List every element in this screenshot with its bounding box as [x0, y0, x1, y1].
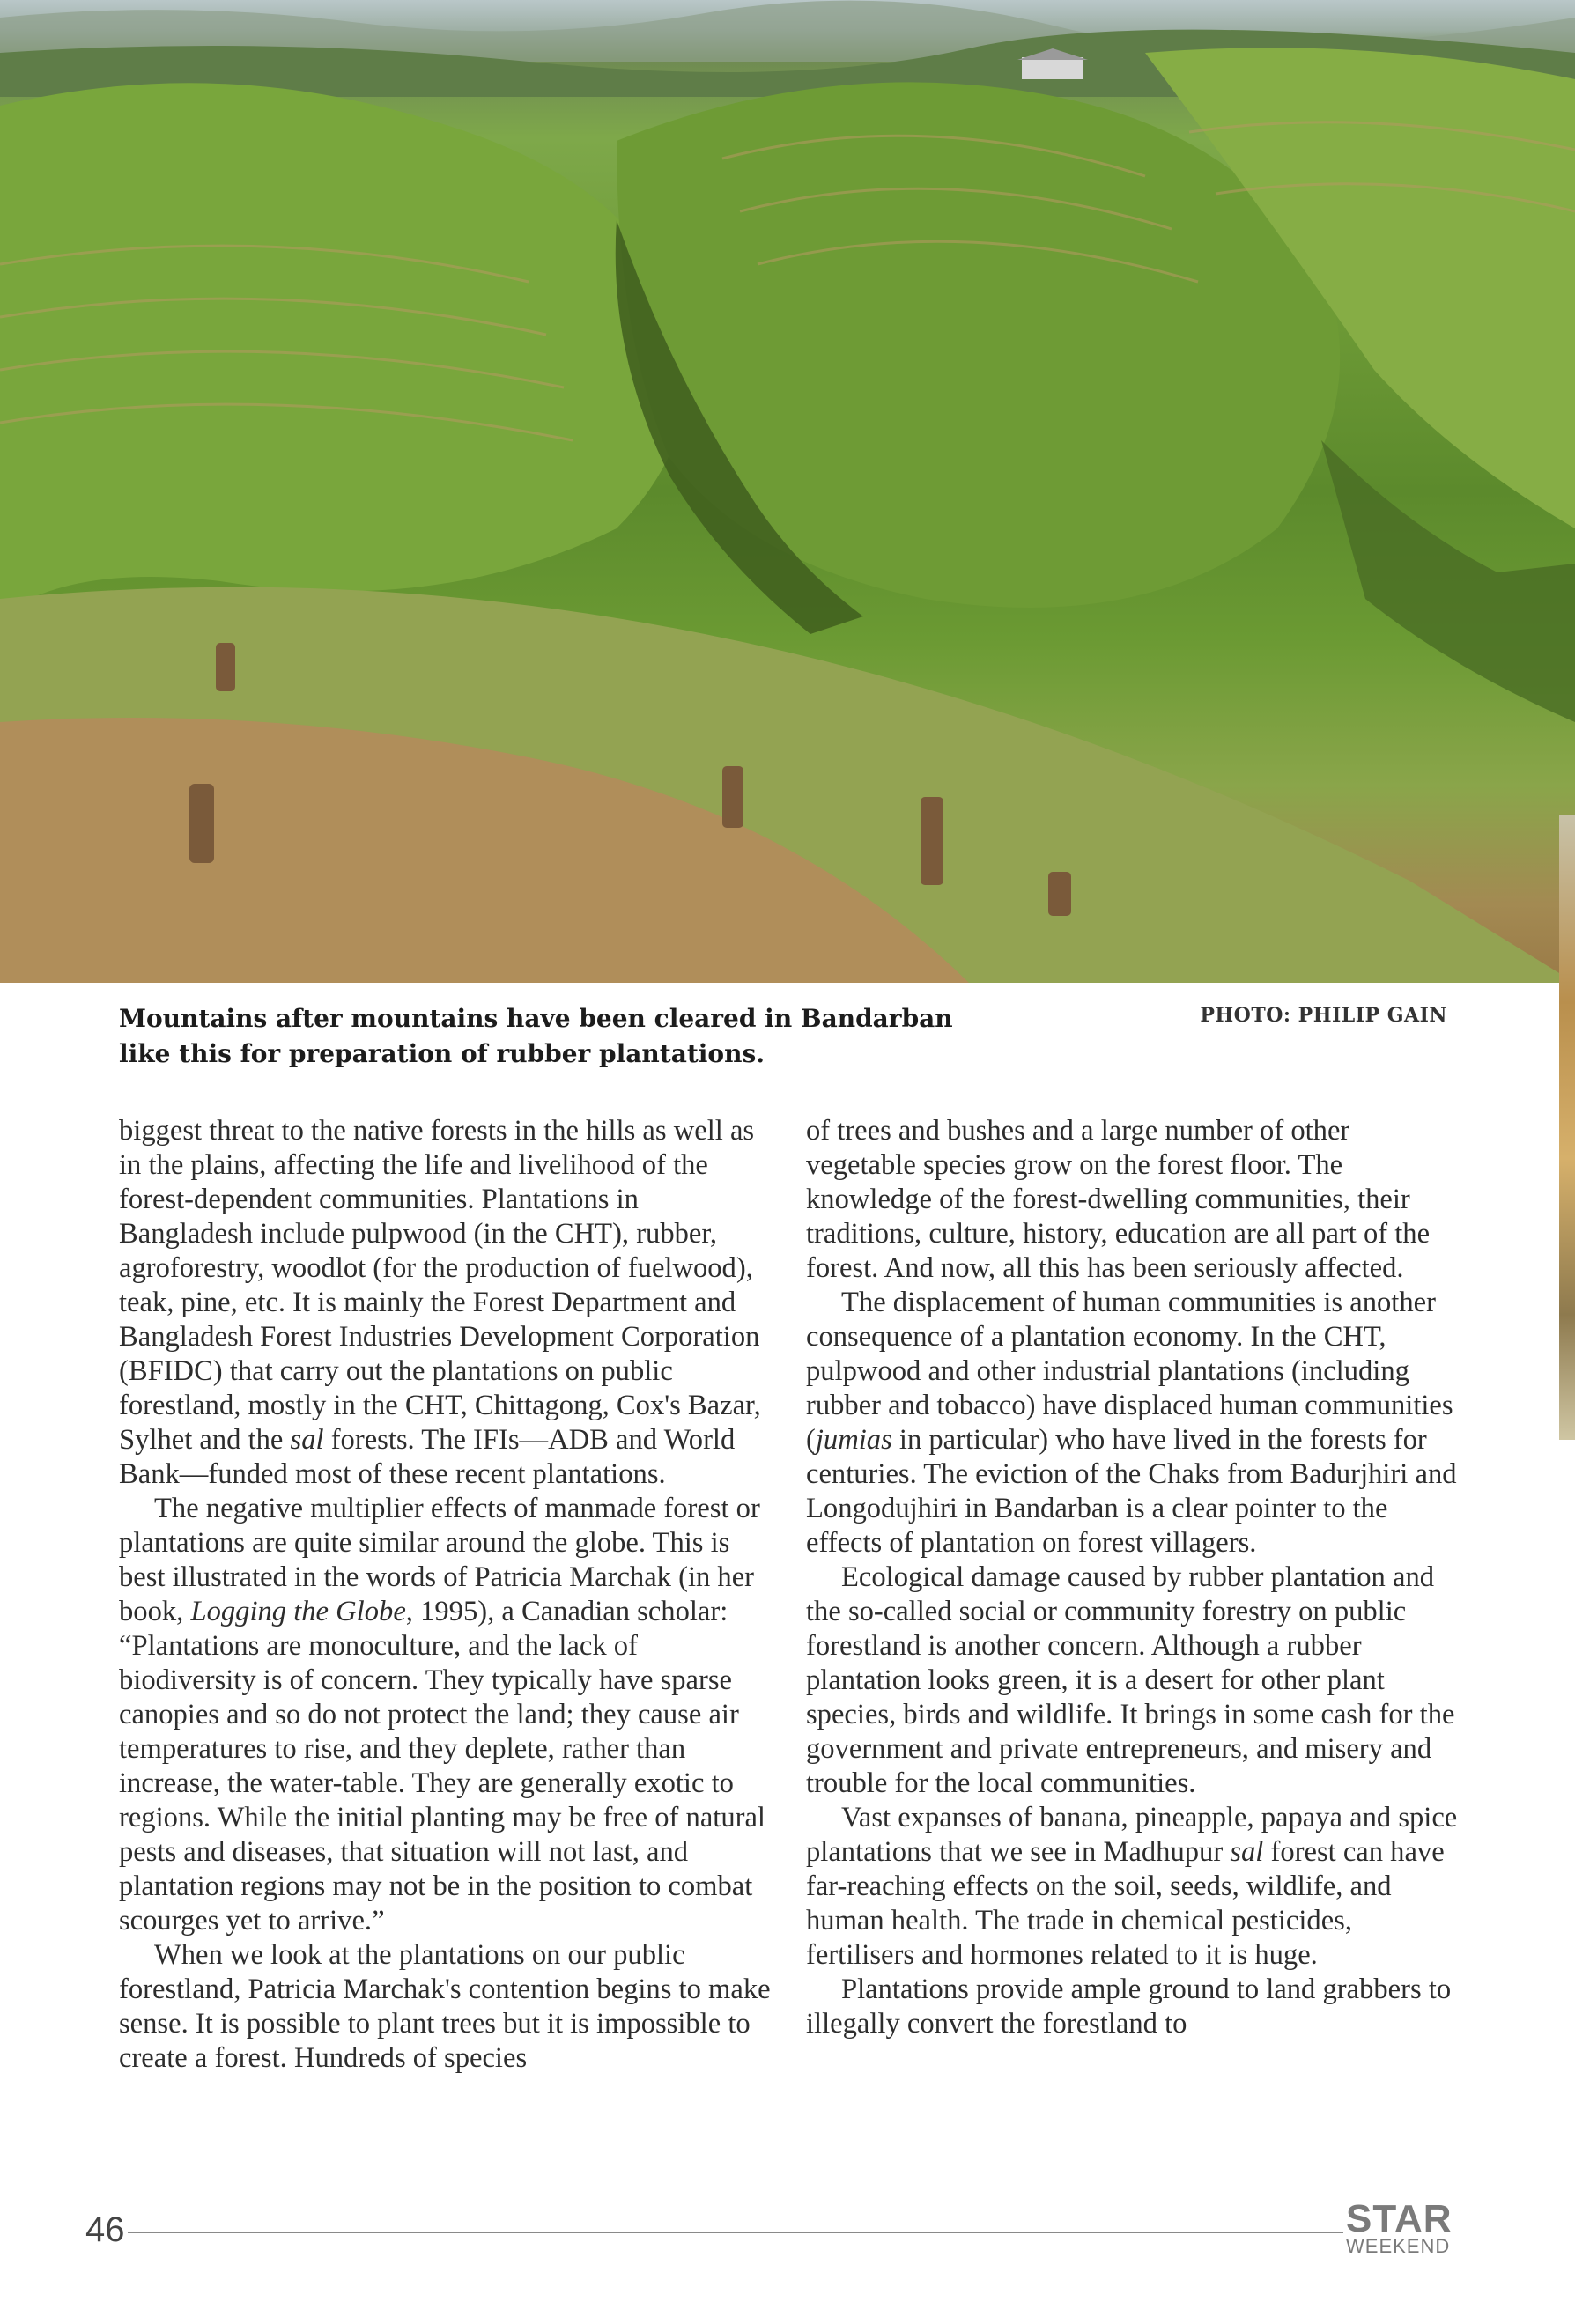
adjacent-page-edge — [1559, 815, 1575, 1440]
logo-star-text: STAR — [1346, 2197, 1453, 2240]
paragraph: Plantations provide ample ground to land grabbers to illegally convert the forestland to — [806, 1974, 1452, 2040]
photo-caption: Mountains after mountains have been cleared in Bandarban like this for preparation of rubber plantations. — [119, 1004, 953, 1068]
paragraph: When we look at the plantations on our public forestland, Patricia Marchak's contention begins to make sense. It is possible to plant trees but it is impossible to create a forest. Hundreds of species — [119, 1939, 771, 2074]
photo-credit: PHOTO: PHILIP GAIN — [1200, 1004, 1447, 1027]
paragraph: biggest threat to the native forests in the hills as well as in the plains, affecting the life and livelihood of the forest-dependent communities. Plantations in Bangladesh include pulpwood (in the CHT), rubber, agroforestry, woodlot (for the production of fuelwood), teak, pine, etc. It is mainly the Forest Department and Bangladesh Forest Industries Development Corporation (BFIDC) that carry out the plantations on public forestland, mostly in the CHT, Chittagong, Cox's Bazar, Sylhet and the sal forests. The IFIs—ADB and World Bank—funded most of these recent plantations. — [119, 1115, 761, 1490]
paragraph: The negative multiplier effects of manmade forest or plantations are quite similar around the globe. This is best illustrated in the words of Patricia Marchak (in her book, Logging the Globe, 1995), a Canadian scholar: “Plantations are monoculture, and the lack of biodiversity is of concern. They typically have sparse canopies and so do not protect the land; they cause air temperatures to rise, and they deplete, rather than increase, the water-table. They are generally exotic to regions. While the initial planting may be free of natural pests and diseases, that situation will not last, and plantation regions may not be in the position to combat scourges yet to arrive.” — [119, 1493, 765, 1937]
footer-divider — [128, 2232, 1343, 2233]
logo-weekend-text: WEEKEND — [1346, 2235, 1451, 2257]
landscape-photo-icon — [0, 0, 1575, 983]
landscape-photo — [0, 0, 1575, 983]
page-number: 46 — [85, 2210, 125, 2249]
paragraph: Vast expanses of banana, pineapple, papaya and spice plantations that we see in Madhupur sal forest can have far-reaching effects on the soil, seeds, wildlife, and human health. The trade in chemical pesticides, fertilisers and hormones related to it is huge. — [806, 1802, 1458, 1971]
article-column-right — [806, 1114, 1467, 2041]
magazine-logo — [1346, 2197, 1453, 2257]
paragraph: Ecological damage caused by rubber plantation and the so-called social or community forestry on public forestland is another concern. Although a rubber plantation looks green, it is a desert for other plant species, birds and wildlife. It brings in some cash for the government and private entrepreneurs, and misery and trouble for the local communities. — [806, 1561, 1455, 1799]
paragraph: of trees and bushes and a large number of other vegetable species grow on the forest floor. The knowledge of the forest-dwelling communities, their traditions, culture, history, education are all part of the forest. And now, all this has been seriously affected. — [806, 1115, 1431, 1284]
article-column-left — [119, 1114, 780, 2076]
paragraph: The displacement of human communities is another consequence of a plantation economy. In the CHT, pulpwood and other industrial plantations (including rubber and tobacco) have displaced human communities (jumias in particular) who have lived in the forests for centuries. The eviction of the Chaks from Badurjhiri and Longodujhiri in Bandarban is a clear pointer to the effects of plantation on forest villagers. — [806, 1287, 1457, 1559]
